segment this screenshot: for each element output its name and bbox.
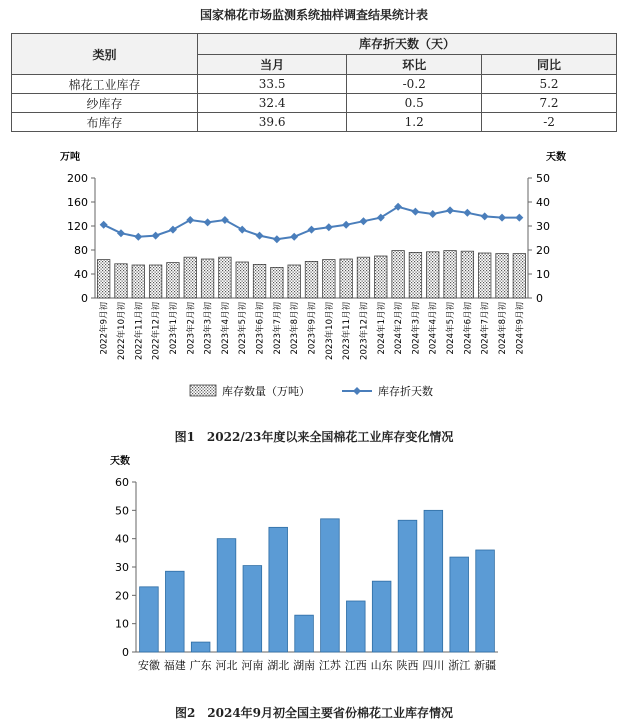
x-tick-label: 福建 xyxy=(163,659,186,672)
right-tick-label: 50 xyxy=(536,172,550,185)
right-tick-label: 30 xyxy=(536,220,550,233)
left-tick-label: 120 xyxy=(67,220,88,233)
days-point xyxy=(290,233,298,241)
left-tick-label: 160 xyxy=(67,196,88,209)
y-tick-label: 40 xyxy=(115,532,129,546)
x-tick-label: 2022年9月初 xyxy=(99,302,110,355)
x-tick-label: 新疆 xyxy=(474,659,497,672)
province-bar xyxy=(450,557,469,652)
inventory-bar xyxy=(461,251,473,298)
right-axis-unit: 天数 xyxy=(546,152,566,163)
province-bar xyxy=(217,539,236,652)
inventory-bar xyxy=(97,260,109,298)
x-tick-label: 2023年10月初 xyxy=(324,302,335,360)
province-bar xyxy=(372,581,391,652)
table-row xyxy=(12,113,617,132)
x-tick-label: 2022年12月初 xyxy=(151,302,162,360)
days-point xyxy=(117,229,125,237)
x-tick-label: 2023年11月初 xyxy=(342,302,353,360)
x-tick-label: 2023年4月初 xyxy=(220,302,231,355)
x-tick-label: 湖南 xyxy=(293,659,316,672)
days-point xyxy=(342,221,350,229)
inventory-bar xyxy=(271,267,283,298)
right-tick-label: 40 xyxy=(536,196,550,209)
y-axis-unit: 天数 xyxy=(110,456,130,467)
inventory-bar xyxy=(392,251,404,298)
inventory-bar xyxy=(513,254,525,298)
x-tick-label: 2024年3月初 xyxy=(411,302,422,355)
y-tick-label: 20 xyxy=(115,589,129,603)
days-point xyxy=(308,226,316,234)
days-point xyxy=(256,232,264,240)
days-point xyxy=(152,232,160,240)
province-bar xyxy=(476,550,495,652)
left-tick-label: 200 xyxy=(67,172,88,185)
inventory-bar xyxy=(236,262,248,298)
x-tick-label: 2023年9月初 xyxy=(307,302,318,355)
days-point xyxy=(463,209,471,217)
stats-table xyxy=(11,33,617,132)
x-tick-label: 安徽 xyxy=(137,659,160,672)
y-tick-label: 50 xyxy=(115,504,129,518)
row-label: 布库存 xyxy=(12,113,198,132)
y-tick-label: 60 xyxy=(115,476,129,489)
left-tick-label: 80 xyxy=(74,244,88,257)
x-tick-label: 2024年6月初 xyxy=(463,302,474,355)
x-tick-label: 四川 xyxy=(422,659,445,672)
x-tick-label: 浙江 xyxy=(448,659,471,672)
x-tick-label: 2024年4月初 xyxy=(428,302,439,355)
days-point xyxy=(100,221,108,229)
days-point xyxy=(221,216,229,224)
x-tick-label: 河北 xyxy=(215,659,238,672)
x-tick-label: 2024年5月初 xyxy=(446,302,457,355)
right-tick-label: 0 xyxy=(536,292,543,305)
x-tick-label: 2024年8月初 xyxy=(498,302,509,355)
x-tick-label: 江西 xyxy=(344,659,367,672)
inventory-bar xyxy=(375,256,387,298)
right-tick-label: 10 xyxy=(536,268,550,281)
cell-month: 32.4 xyxy=(198,94,347,113)
header-category: 类别 xyxy=(12,34,198,75)
x-tick-label: 2023年6月初 xyxy=(255,302,266,355)
province-bar xyxy=(140,587,159,652)
x-tick-label: 2024年1月初 xyxy=(376,302,387,355)
inventory-bar xyxy=(149,265,161,298)
days-point xyxy=(325,223,333,231)
header-col-month: 当月 xyxy=(198,54,347,75)
cell-yoy: 7.2 xyxy=(482,94,617,113)
right-tick-label: 20 xyxy=(536,244,550,257)
x-tick-label: 2023年7月初 xyxy=(272,302,283,355)
inventory-bar xyxy=(115,264,127,298)
x-tick-label: 2022年11月初 xyxy=(134,302,145,360)
y-tick-label: 10 xyxy=(115,617,129,631)
cell-mom: -0.2 xyxy=(347,75,482,94)
province-inventory-chart xyxy=(0,452,628,682)
x-tick-label: 2024年2月初 xyxy=(394,302,405,355)
inventory-bar xyxy=(219,257,231,298)
cell-yoy: -2 xyxy=(482,113,617,132)
left-tick-label: 40 xyxy=(74,268,88,281)
province-bar xyxy=(191,642,210,652)
x-tick-label: 江苏 xyxy=(318,659,341,672)
x-tick-label: 2023年5月初 xyxy=(238,302,249,355)
table-row xyxy=(12,75,617,94)
province-bar xyxy=(398,520,417,652)
cell-month: 39.6 xyxy=(198,113,347,132)
row-label: 棉花工业库存 xyxy=(12,75,198,94)
inventory-bar xyxy=(478,253,490,298)
inventory-bar xyxy=(132,265,144,298)
days-point xyxy=(429,210,437,218)
x-tick-label: 2022年10月初 xyxy=(116,302,127,360)
days-point xyxy=(134,233,142,241)
y-tick-label: 0 xyxy=(122,646,129,659)
days-point xyxy=(498,214,506,222)
x-tick-label: 河南 xyxy=(241,659,264,672)
province-bar xyxy=(424,510,443,652)
inventory-bar xyxy=(184,257,196,298)
days-point xyxy=(446,206,454,214)
days-point xyxy=(238,226,246,234)
x-tick-label: 2023年8月初 xyxy=(290,302,301,355)
days-point xyxy=(273,235,281,243)
x-tick-label: 2023年3月初 xyxy=(203,302,214,355)
x-tick-label: 2023年1月初 xyxy=(168,302,179,355)
x-tick-label: 山东 xyxy=(370,659,393,672)
header-group: 库存折天数（天） xyxy=(198,34,617,55)
province-bar xyxy=(269,527,288,652)
left-tick-label: 0 xyxy=(81,292,88,305)
x-tick-label: 广东 xyxy=(189,659,212,672)
x-tick-label: 湖北 xyxy=(267,659,290,672)
table-row xyxy=(12,94,617,113)
x-tick-label: 2023年2月初 xyxy=(186,302,197,355)
inventory-bar xyxy=(323,260,335,298)
inventory-bar xyxy=(496,254,508,298)
row-label: 纱库存 xyxy=(12,94,198,113)
inventory-bar xyxy=(409,252,421,298)
legend-line-marker xyxy=(353,387,361,395)
cell-month: 33.5 xyxy=(198,75,347,94)
inventory-bar xyxy=(340,259,352,298)
inventory-bar xyxy=(253,264,265,298)
days-point xyxy=(186,216,194,224)
x-tick-label: 2024年7月初 xyxy=(480,302,491,355)
chart2-caption: 图2 2024年9月初全国主要省份棉花工业库存情况 xyxy=(174,706,454,720)
table-title: 国家棉花市场监测系统抽样调查结果统计表 xyxy=(199,8,428,22)
inventory-bar xyxy=(427,252,439,298)
inventory-bar xyxy=(444,251,456,298)
cell-mom: 1.2 xyxy=(347,113,482,132)
legend-bar-swatch xyxy=(190,385,216,396)
days-point xyxy=(359,217,367,225)
inventory-bar xyxy=(357,257,369,298)
province-bar xyxy=(243,566,262,652)
province-bar xyxy=(295,615,314,652)
inventory-bar xyxy=(201,259,213,298)
inventory-bar xyxy=(167,263,179,298)
y-tick-label: 30 xyxy=(115,561,129,574)
days-point xyxy=(411,208,419,216)
x-tick-label: 陕西 xyxy=(396,659,419,672)
chart1-caption: 图1 2022/23年度以来全国棉花工业库存变化情况 xyxy=(174,430,454,444)
legend-bar-label: 库存数量（万吨） xyxy=(222,385,310,398)
days-line xyxy=(104,207,520,239)
province-bar xyxy=(346,601,365,652)
days-point xyxy=(515,214,523,222)
days-point xyxy=(169,226,177,234)
header-col-yoy: 同比 xyxy=(482,54,617,75)
days-point xyxy=(481,212,489,220)
header-col-mom: 环比 xyxy=(347,54,482,75)
inventory-bar xyxy=(288,265,300,298)
days-point xyxy=(204,218,212,226)
province-bar xyxy=(321,519,340,652)
cell-mom: 0.5 xyxy=(347,94,482,113)
legend-line-label: 库存折天数 xyxy=(378,385,433,398)
left-axis-unit: 万吨 xyxy=(60,152,80,163)
province-bar xyxy=(165,571,184,652)
x-tick-label: 2024年9月初 xyxy=(515,302,526,355)
x-tick-label: 2023年12月初 xyxy=(359,302,370,360)
inventory-bar xyxy=(305,261,317,298)
inventory-trend-chart xyxy=(0,150,628,410)
cell-yoy: 5.2 xyxy=(482,75,617,94)
